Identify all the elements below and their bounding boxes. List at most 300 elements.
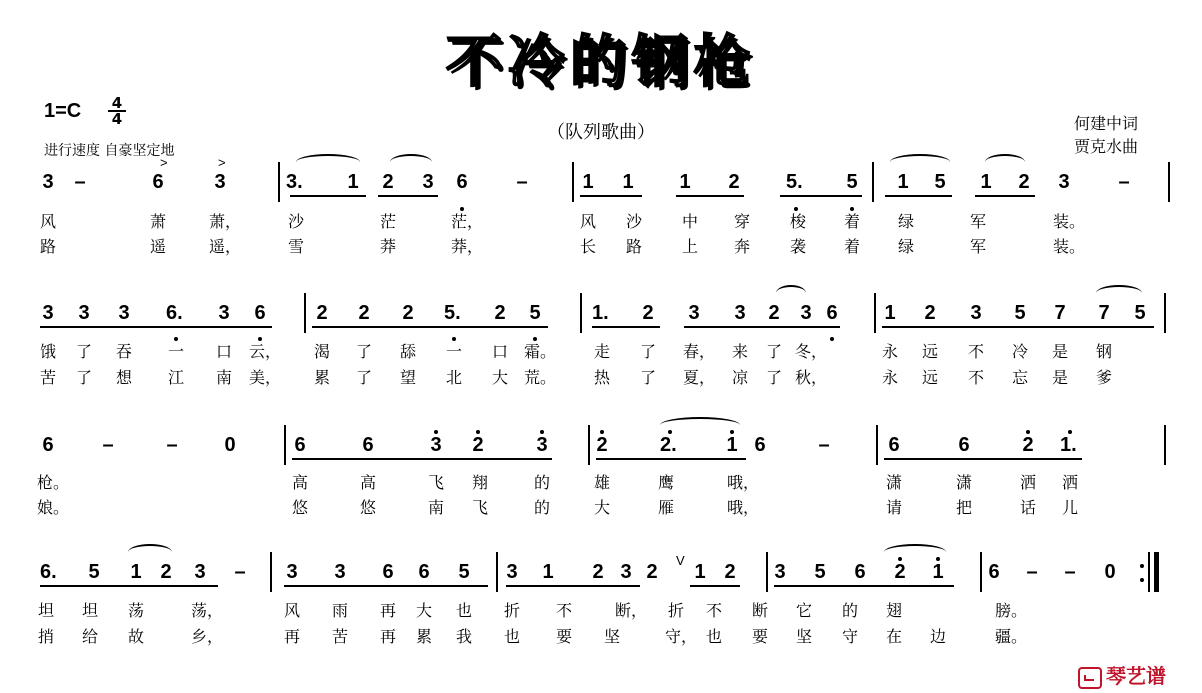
beam-underline bbox=[676, 195, 744, 197]
note: 1 bbox=[980, 171, 992, 193]
barline bbox=[284, 425, 286, 465]
note: 3 bbox=[536, 434, 548, 456]
lyric-syllable: 雨 bbox=[331, 601, 348, 620]
beam-underline bbox=[40, 326, 272, 328]
time-numerator: 4 bbox=[108, 96, 126, 112]
watermark-logo bbox=[1078, 660, 1166, 689]
note: – bbox=[166, 434, 178, 456]
lyric-syllable: 潇 bbox=[885, 473, 902, 492]
lyric-syllable: 再 bbox=[379, 601, 396, 620]
note: 3 bbox=[1058, 171, 1070, 193]
lyric-syllable: 潇 bbox=[955, 473, 972, 492]
time-denominator: 4 bbox=[111, 110, 123, 128]
lyric-syllable: 给 bbox=[81, 627, 98, 646]
note: 3 bbox=[42, 302, 54, 324]
note: 2 bbox=[596, 434, 608, 456]
lyric-syllable: 南 bbox=[427, 498, 444, 517]
lyric-syllable: 大 bbox=[491, 368, 508, 387]
lyric-syllable: 鹰 bbox=[657, 473, 674, 492]
note: 1 bbox=[582, 171, 594, 193]
repeat-dot bbox=[1140, 564, 1144, 568]
lyric-syllable: 了 bbox=[639, 368, 656, 387]
lyric-syllable: 断， bbox=[615, 601, 648, 620]
lyric-syllable: 不 bbox=[705, 601, 722, 620]
beam-underline bbox=[378, 195, 438, 197]
lyric-syllable: 了 bbox=[75, 342, 92, 361]
beam-underline bbox=[506, 585, 640, 587]
lyric-syllable: 一 bbox=[445, 342, 462, 361]
lyric-syllable: 不 bbox=[967, 368, 984, 387]
lyric-syllable: 渴 bbox=[313, 342, 330, 361]
note: 1 bbox=[130, 561, 142, 583]
lyric-syllable: 绿 bbox=[897, 212, 914, 231]
note: 5. bbox=[786, 171, 803, 193]
lyric-syllable: 忘 bbox=[1011, 368, 1028, 387]
lyric-syllable: 再 bbox=[283, 627, 300, 646]
lyric-syllable: 口 bbox=[215, 342, 232, 361]
lyric-syllable: 南 bbox=[215, 368, 232, 387]
lyric-syllable: 话 bbox=[1019, 498, 1036, 517]
lyric-syllable: 冷 bbox=[1011, 342, 1028, 361]
note: – bbox=[1118, 171, 1130, 193]
note: 1. bbox=[1060, 434, 1077, 456]
final-barline-thin bbox=[1148, 552, 1150, 592]
lyric-syllable: 大 bbox=[415, 601, 432, 620]
lyric-syllable: 飞 bbox=[427, 473, 444, 492]
note: 1 bbox=[679, 171, 691, 193]
note: – bbox=[74, 171, 86, 193]
lyric-syllable: 荒。 bbox=[524, 368, 557, 387]
lyric-syllable: 冬， bbox=[795, 342, 828, 361]
lyric-syllable: 军 bbox=[969, 237, 986, 256]
lyric-syllable: 茫， bbox=[451, 212, 484, 231]
lyric-syllable: 不 bbox=[967, 342, 984, 361]
barline bbox=[270, 552, 272, 592]
lyric-syllable: 苦 bbox=[39, 368, 56, 387]
lyric-syllable: 永 bbox=[881, 342, 898, 361]
octave-dot-below bbox=[533, 337, 537, 341]
lyric-syllable: 坚 bbox=[603, 627, 620, 646]
barline bbox=[1164, 293, 1166, 333]
lyric-syllable: 秋， bbox=[795, 368, 828, 387]
beam-underline bbox=[592, 326, 660, 328]
note: 3 bbox=[214, 171, 226, 193]
note: 6. bbox=[166, 302, 183, 324]
barline bbox=[1168, 162, 1170, 202]
octave-dot-above bbox=[730, 430, 734, 434]
lyric-syllable: 口 bbox=[491, 342, 508, 361]
lyric-syllable: 了 bbox=[765, 342, 782, 361]
lyric-syllable: 远 bbox=[921, 368, 938, 387]
barline bbox=[278, 162, 280, 202]
note: 6 bbox=[754, 434, 766, 456]
lyric-syllable: 军 bbox=[969, 212, 986, 231]
lyricist-credit: 何建中词 bbox=[1074, 114, 1139, 133]
note: 5. bbox=[444, 302, 461, 324]
logo-icon bbox=[1078, 667, 1102, 689]
beam-underline bbox=[292, 458, 552, 460]
note: 7 bbox=[1054, 302, 1066, 324]
lyric-syllable: 了 bbox=[765, 368, 782, 387]
lyric-syllable: 风 bbox=[579, 212, 596, 231]
lyric-syllable: 我 bbox=[455, 627, 472, 646]
note: 1 bbox=[932, 561, 944, 583]
lyric-syllable: 上 bbox=[681, 237, 698, 256]
beam-underline bbox=[684, 326, 840, 328]
credits bbox=[1074, 112, 1138, 158]
note: 6 bbox=[988, 561, 1000, 583]
note: 5 bbox=[846, 171, 858, 193]
lyric-syllable: 走 bbox=[593, 342, 610, 361]
note: 3 bbox=[970, 302, 982, 324]
octave-dot-above bbox=[1068, 430, 1072, 434]
octave-dot-above bbox=[668, 430, 672, 434]
note: 3 bbox=[688, 302, 700, 324]
lyric-syllable: 北 bbox=[445, 368, 462, 387]
song-title: 不冷的钢枪 bbox=[446, 30, 756, 95]
repeat-dot bbox=[1140, 578, 1144, 582]
lyric-syllable: 荡 bbox=[127, 601, 144, 620]
note: 3 bbox=[334, 561, 346, 583]
lyric-syllable: 了 bbox=[355, 342, 372, 361]
lyric-syllable: 路 bbox=[39, 237, 56, 256]
lyric-syllable: 高 bbox=[359, 473, 376, 492]
octave-dot-above bbox=[936, 557, 940, 561]
lyric-syllable: 美， bbox=[249, 368, 282, 387]
lyric-syllable: 霜。 bbox=[524, 342, 557, 361]
note: – bbox=[818, 434, 830, 456]
lyric-syllable: 荡， bbox=[191, 601, 224, 620]
note: 3 bbox=[286, 561, 298, 583]
beam-underline bbox=[290, 195, 366, 197]
note: 5 bbox=[529, 302, 541, 324]
note: 3 bbox=[422, 171, 434, 193]
lyric-syllable: 坚 bbox=[795, 627, 812, 646]
lyric-syllable: 洒 bbox=[1061, 473, 1078, 492]
beam-underline bbox=[580, 195, 642, 197]
lyric-syllable: 萧， bbox=[209, 212, 242, 231]
note: 1 bbox=[884, 302, 896, 324]
lyric-syllable: 也 bbox=[705, 627, 722, 646]
note: 1 bbox=[897, 171, 909, 193]
lyric-syllable: 的 bbox=[841, 601, 858, 620]
octave-dot-below bbox=[258, 337, 262, 341]
lyric-syllable: 不 bbox=[555, 601, 572, 620]
note: – bbox=[234, 561, 246, 583]
note: 2 bbox=[592, 561, 604, 583]
lyric-syllable: 长 bbox=[579, 237, 596, 256]
key-signature: 1=C bbox=[44, 100, 82, 122]
octave-dot-above bbox=[540, 430, 544, 434]
lyric-syllable: 折 bbox=[503, 601, 520, 620]
lyric-syllable: 大 bbox=[593, 498, 610, 517]
note: 5 bbox=[814, 561, 826, 583]
note: 3 bbox=[42, 171, 54, 193]
time-signature bbox=[108, 96, 126, 126]
barline bbox=[572, 162, 574, 202]
slur-mark bbox=[296, 154, 360, 170]
note: 6 bbox=[854, 561, 866, 583]
lyric-syllable: 着 bbox=[843, 237, 860, 256]
lyric-syllable: 梭 bbox=[789, 212, 806, 231]
note: 6 bbox=[152, 171, 164, 193]
beam-underline bbox=[40, 585, 218, 587]
lyric-syllable: 要 bbox=[751, 627, 768, 646]
note: 2 bbox=[402, 302, 414, 324]
lyric-syllable: 翅 bbox=[885, 601, 902, 620]
lyric-syllable: 也 bbox=[503, 627, 520, 646]
lyric-syllable: 苦 bbox=[331, 627, 348, 646]
octave-dot-above bbox=[898, 557, 902, 561]
beam-underline bbox=[975, 195, 1035, 197]
lyric-syllable: 再 bbox=[379, 627, 396, 646]
note: 2 bbox=[768, 302, 780, 324]
slur-mark bbox=[660, 417, 740, 433]
lyric-syllable: 哦， bbox=[727, 473, 760, 492]
lyric-syllable: 悠 bbox=[291, 498, 308, 517]
lyric-syllable: 风 bbox=[39, 212, 56, 231]
lyric-syllable: 坦 bbox=[81, 601, 98, 620]
lyric-syllable: 累 bbox=[415, 627, 432, 646]
note: – bbox=[102, 434, 114, 456]
note: 1 bbox=[542, 561, 554, 583]
lyric-syllable: 遥， bbox=[209, 237, 242, 256]
note: 2 bbox=[642, 302, 654, 324]
slur-mark bbox=[390, 154, 432, 170]
lyric-syllable: 洒 bbox=[1019, 473, 1036, 492]
lyric-syllable: 想 bbox=[115, 368, 132, 387]
note: 6 bbox=[958, 434, 970, 456]
lyric-syllable: 了 bbox=[355, 368, 372, 387]
barline bbox=[874, 293, 876, 333]
beam-underline bbox=[596, 458, 746, 460]
note: 6 bbox=[382, 561, 394, 583]
octave-dot-below bbox=[850, 207, 854, 211]
octave-dot-above bbox=[434, 430, 438, 434]
note: 2 bbox=[472, 434, 484, 456]
lyric-syllable: 莽 bbox=[379, 237, 396, 256]
tempo-marking: 进行速度 自豪坚定地 bbox=[44, 143, 175, 159]
song-subtitle: （队列歌曲） bbox=[547, 122, 655, 143]
note: 3 bbox=[734, 302, 746, 324]
note: 5 bbox=[1014, 302, 1026, 324]
lyric-syllable: 沙 bbox=[287, 212, 304, 231]
lyric-syllable: 远 bbox=[921, 342, 938, 361]
lyric-syllable: 沙 bbox=[625, 212, 642, 231]
lyric-syllable: 的 bbox=[533, 498, 550, 517]
note: 6. bbox=[40, 561, 57, 583]
beam-underline bbox=[284, 585, 488, 587]
note: 2 bbox=[382, 171, 394, 193]
lyric-syllable: 爹 bbox=[1095, 368, 1112, 387]
lyric-syllable: 着 bbox=[843, 212, 860, 231]
lyric-syllable: 中 bbox=[681, 212, 698, 231]
lyric-syllable: 钢 bbox=[1095, 342, 1112, 361]
lyric-syllable: 是 bbox=[1051, 342, 1068, 361]
lyric-syllable: 风 bbox=[283, 601, 300, 620]
beam-underline bbox=[882, 326, 1154, 328]
note: 2 bbox=[160, 561, 172, 583]
lyric-syllable: 来 bbox=[731, 342, 748, 361]
beam-underline bbox=[312, 326, 548, 328]
watermark-text: 琴艺谱 bbox=[1106, 664, 1166, 688]
note: 2 bbox=[894, 561, 906, 583]
note: 6 bbox=[826, 302, 838, 324]
lyric-syllable: 守 bbox=[841, 627, 858, 646]
note: 1 bbox=[726, 434, 738, 456]
beam-underline bbox=[885, 195, 952, 197]
breath-mark: V bbox=[676, 553, 685, 568]
note: 1. bbox=[592, 302, 609, 324]
lyric-syllable: 江 bbox=[167, 368, 184, 387]
note: 2 bbox=[728, 171, 740, 193]
note: – bbox=[1064, 561, 1076, 583]
beam-underline bbox=[884, 458, 1082, 460]
accent-mark: > bbox=[218, 155, 226, 170]
lyric-syllable: 疆。 bbox=[995, 627, 1028, 646]
note: 7 bbox=[1098, 302, 1110, 324]
lyric-syllable: 了 bbox=[639, 342, 656, 361]
note: – bbox=[1026, 561, 1038, 583]
note: 3. bbox=[286, 171, 303, 193]
final-barline-thick bbox=[1154, 552, 1159, 592]
lyric-syllable: 在 bbox=[885, 627, 902, 646]
lyric-syllable: 故 bbox=[127, 627, 144, 646]
beam-underline bbox=[774, 585, 954, 587]
beam-underline bbox=[690, 585, 740, 587]
note: – bbox=[516, 171, 528, 193]
note: 2. bbox=[660, 434, 677, 456]
note: 3 bbox=[506, 561, 518, 583]
lyric-syllable: 把 bbox=[955, 498, 972, 517]
lyric-syllable: 雪 bbox=[287, 237, 304, 256]
note: 2 bbox=[1018, 171, 1030, 193]
note: 1 bbox=[622, 171, 634, 193]
note: 1 bbox=[694, 561, 706, 583]
lyric-syllable: 装。 bbox=[1053, 212, 1086, 231]
note: 3 bbox=[774, 561, 786, 583]
lyric-syllable: 饿 bbox=[39, 342, 56, 361]
note: 3 bbox=[620, 561, 632, 583]
lyric-syllable: 枪。 bbox=[37, 473, 70, 492]
octave-dot-above bbox=[1026, 430, 1030, 434]
lyric-syllable: 雁 bbox=[657, 498, 674, 517]
lyric-syllable: 折 bbox=[667, 601, 684, 620]
lyric-syllable: 云， bbox=[249, 342, 282, 361]
lyric-syllable: 累 bbox=[313, 368, 330, 387]
lyric-syllable: 乡， bbox=[191, 627, 224, 646]
lyric-syllable: 捎 bbox=[37, 627, 54, 646]
lyric-syllable: 边 bbox=[929, 627, 946, 646]
lyric-syllable: 坦 bbox=[37, 601, 54, 620]
note: 3 bbox=[78, 302, 90, 324]
octave-dot-below bbox=[174, 337, 178, 341]
note: 1 bbox=[347, 171, 359, 193]
lyric-syllable: 雄 bbox=[593, 473, 610, 492]
barline bbox=[872, 162, 874, 202]
octave-dot-below bbox=[794, 207, 798, 211]
lyric-syllable: 永 bbox=[881, 368, 898, 387]
note: 5 bbox=[458, 561, 470, 583]
barline bbox=[766, 552, 768, 592]
note: 3 bbox=[194, 561, 206, 583]
note: 0 bbox=[224, 434, 236, 456]
note: 3 bbox=[430, 434, 442, 456]
barline bbox=[1164, 425, 1166, 465]
octave-dot-below bbox=[460, 207, 464, 211]
slur-mark bbox=[1096, 285, 1142, 301]
note: 5 bbox=[934, 171, 946, 193]
note: 6 bbox=[362, 434, 374, 456]
lyric-syllable: 一 bbox=[167, 342, 184, 361]
lyric-syllable: 遥 bbox=[149, 237, 166, 256]
accent-mark: > bbox=[160, 155, 168, 170]
note: 2 bbox=[646, 561, 658, 583]
note: 6 bbox=[42, 434, 54, 456]
lyric-syllable: 穿 bbox=[733, 212, 750, 231]
note: 2 bbox=[724, 561, 736, 583]
lyric-syllable: 夏， bbox=[683, 368, 716, 387]
lyric-syllable: 它 bbox=[795, 601, 812, 620]
lyric-syllable: 的 bbox=[533, 473, 550, 492]
lyric-syllable: 哦， bbox=[727, 498, 760, 517]
lyric-syllable: 了 bbox=[75, 368, 92, 387]
lyric-syllable: 高 bbox=[291, 473, 308, 492]
lyric-syllable: 娘。 bbox=[37, 498, 70, 517]
note: 6 bbox=[254, 302, 266, 324]
lyric-syllable: 春， bbox=[683, 342, 716, 361]
lyric-syllable: 望 bbox=[399, 368, 416, 387]
lyric-syllable: 萧 bbox=[149, 212, 166, 231]
lyric-syllable: 莽， bbox=[451, 237, 484, 256]
note: 2 bbox=[316, 302, 328, 324]
lyric-syllable: 是 bbox=[1051, 368, 1068, 387]
composer-credit: 贾克水曲 bbox=[1074, 137, 1139, 156]
note: 6 bbox=[418, 561, 430, 583]
lyric-syllable: 绿 bbox=[897, 237, 914, 256]
octave-dot-below bbox=[830, 337, 834, 341]
note: 6 bbox=[294, 434, 306, 456]
lyric-syllable: 翔 bbox=[471, 473, 488, 492]
note: 6 bbox=[888, 434, 900, 456]
lyric-syllable: 儿 bbox=[1061, 498, 1078, 517]
lyric-syllable: 也 bbox=[455, 601, 472, 620]
note: 3 bbox=[218, 302, 230, 324]
note: 2 bbox=[494, 302, 506, 324]
barline bbox=[588, 425, 590, 465]
note: 2 bbox=[924, 302, 936, 324]
lyric-syllable: 装。 bbox=[1053, 237, 1086, 256]
note: 6 bbox=[456, 171, 468, 193]
lyric-syllable: 茫 bbox=[379, 212, 396, 231]
slur-mark bbox=[128, 544, 172, 560]
lyric-syllable: 膀。 bbox=[995, 601, 1028, 620]
note: 0 bbox=[1104, 561, 1116, 583]
octave-dot-above bbox=[476, 430, 480, 434]
lyric-syllable: 热 bbox=[593, 368, 610, 387]
slur-mark bbox=[890, 154, 950, 170]
lyric-syllable: 路 bbox=[625, 237, 642, 256]
beam-underline bbox=[780, 195, 862, 197]
barline bbox=[876, 425, 878, 465]
slur-mark bbox=[776, 285, 806, 301]
lyric-syllable: 守， bbox=[665, 627, 698, 646]
lyric-syllable: 要 bbox=[555, 627, 572, 646]
note: 3 bbox=[118, 302, 130, 324]
note: 3 bbox=[800, 302, 812, 324]
lyric-syllable: 舔 bbox=[399, 342, 416, 361]
lyric-syllable: 吞 bbox=[115, 342, 132, 361]
